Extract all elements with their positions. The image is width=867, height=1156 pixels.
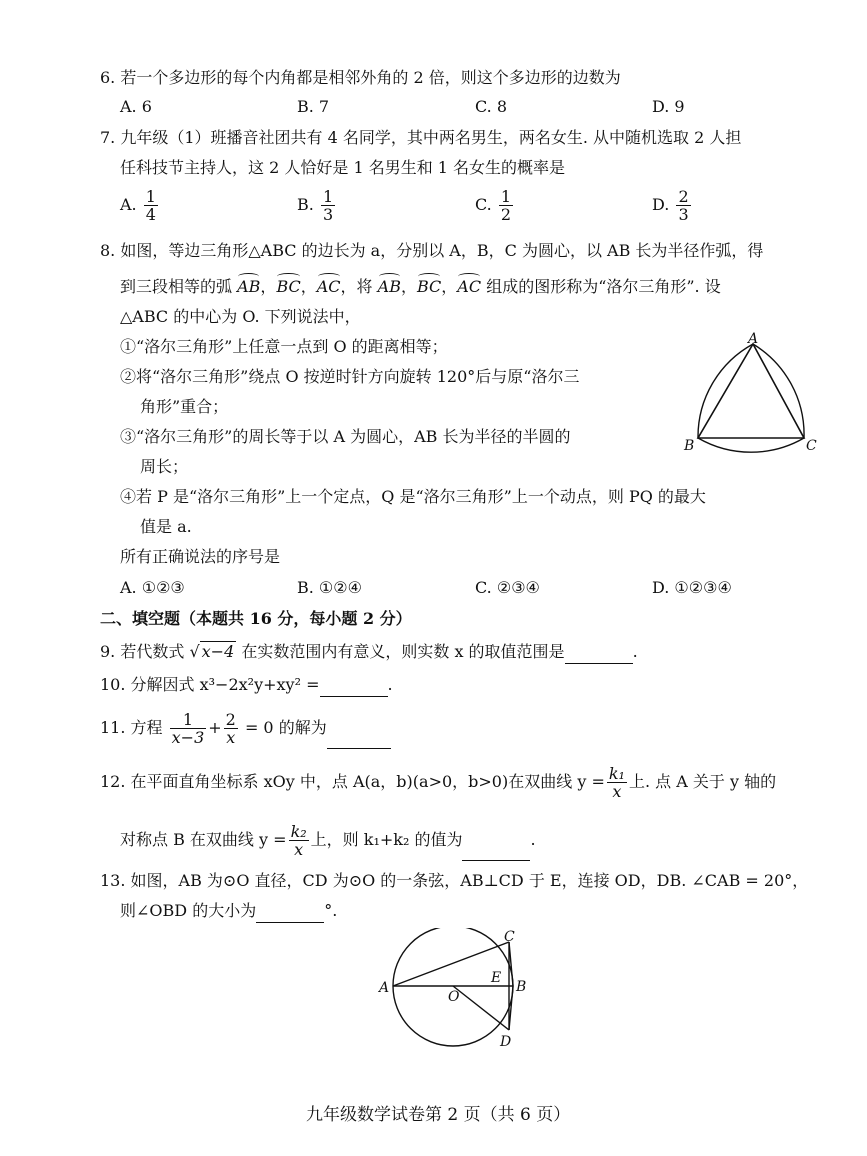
label-a: A [379,980,390,996]
q8-line3: △ABC 的中心为 O. 下列说法中， [120,307,361,326]
circle-o [393,928,513,1046]
label-b: B [516,979,527,995]
radicand: x−4 [201,642,235,661]
fraction: $\frac{1}{2}$ [500,187,512,224]
fraction: $\frac{1}{3}$ [322,187,334,224]
q7-option-a: A. $\frac{1}{4}$ [120,187,156,224]
q8-option-d: D. ①②③④ [652,578,732,597]
q11: 11. 方程 $\frac{1}{x-3}$ + $\frac{2}{x}$ = 0 的解为 [100,708,391,749]
q8-line1: 8. 如图，等边三角形△ABC 的边长为 a，分别以 A，B，C 为圆心，以 AB 长为半径作弧，得 [100,241,764,260]
q8-option-c: C. ②③④ [475,578,540,597]
q8-statement-2b: 角形”重合； [140,397,229,416]
fraction: $\frac{2}{3}$ [678,187,689,224]
q8-ask: 所有正确说法的序号是 [120,547,281,566]
q12-line2: 对称点 B 在双曲线 y = $\frac{\text{k₂}}{x}$ 上，则 k₁+k₂ 的值为 . [120,822,536,859]
q12-line1: 12. 在平面直角坐标系 xOy 中，点 A(a，b)(a>0，b>0)在双曲线 y = $\frac{\text{k₁}}{x}$ 上. 点 A 关于 y 轴的 [100,764,777,801]
label-b: B [684,438,695,454]
q10: 10. 分解因式 x³−2x²y+xy² = . [100,674,393,697]
label-c: C [806,438,817,454]
q9: 9. 若代数式 √ x−4 在实数范围内有意义，则实数 x 的取值范围是 . [100,641,638,664]
arc-bc [698,438,804,452]
q8-statement-3b: 周长； [140,457,189,476]
page-footer: 九年级数学试卷第 2 页（共 6 页） [306,1105,571,1125]
q7-option-c: C. $\frac{1}{2}$ [475,187,512,224]
q8-option-b: B. ①②④ [297,578,362,597]
q7-line2: 任科技节主持人，这 2 人恰好是 1 名男生和 1 名女生的概率是 [120,158,566,177]
q13-line1: 13. 如图，AB 为⊙O 直径，CD 为⊙O 的一条弦，AB⊥CD 于 E，连接 OD，DB. ∠CAB = 20°， [100,871,809,890]
q8-statement-4b: 值是 a. [140,517,192,536]
section-title: 二、填空题（本题共 16 分，每小题 2 分） [100,609,412,628]
segment-od [453,986,509,1030]
triangle-abc [698,344,804,438]
fraction: $\frac{1}{4}$ [145,187,156,224]
q7-line1: 7. 九年级（1）班播音社团共有 4 名同学，其中两名男生，两名女生. 从中随机选取 2 人担 [100,128,742,147]
q13-line2: 则∠OBD 的大小为 °. [120,900,337,923]
q8-statement-2a: ②将“洛尔三角形”绕点 O 按逆时针方向旋转 120°后与原“洛尔三 [120,367,580,386]
q8-option-a: A. ①②③ [120,578,185,597]
q6-option-b: B. 7 [297,97,330,116]
q8-statement-1: ①“洛尔三角形”上任意一点到 O 的距离相等； [120,337,448,356]
label-e: E [491,970,502,986]
q7-option-d: D. $\frac{2}{3}$ [652,187,689,224]
q7-option-b: B. $\frac{1}{3}$ [297,187,334,224]
q6-option-c: C. 8 [475,97,508,116]
circle-figure [370,928,550,1053]
label-o: O [448,989,460,1005]
label-d: D [500,1034,512,1050]
label-c: C [504,929,515,945]
q8-statement-4a: ④若 P 是“洛尔三角形”上一个定点，Q 是“洛尔三角形”上一个动点，则 PQ 的最大 [120,487,706,506]
q8-statement-3a: ③“洛尔三角形”的周长等于以 A 为圆心，AB 长为半径的半圆的 [120,427,571,446]
q8-line2: 到三段相等的弧 AB，BC，AC，将 AB，BC，AC 组成的图形称为“洛尔三角形”. 设 [120,277,721,296]
q6-stem: 6. 若一个多边形的每个内角都是相邻外角的 2 倍，则这个多边形的边数为 [100,68,621,87]
q6-option-d: D. 9 [652,97,685,116]
label-a: A [748,332,759,347]
q6-option-a: A. 6 [120,97,152,116]
reuleaux-triangle-figure [680,332,830,457]
